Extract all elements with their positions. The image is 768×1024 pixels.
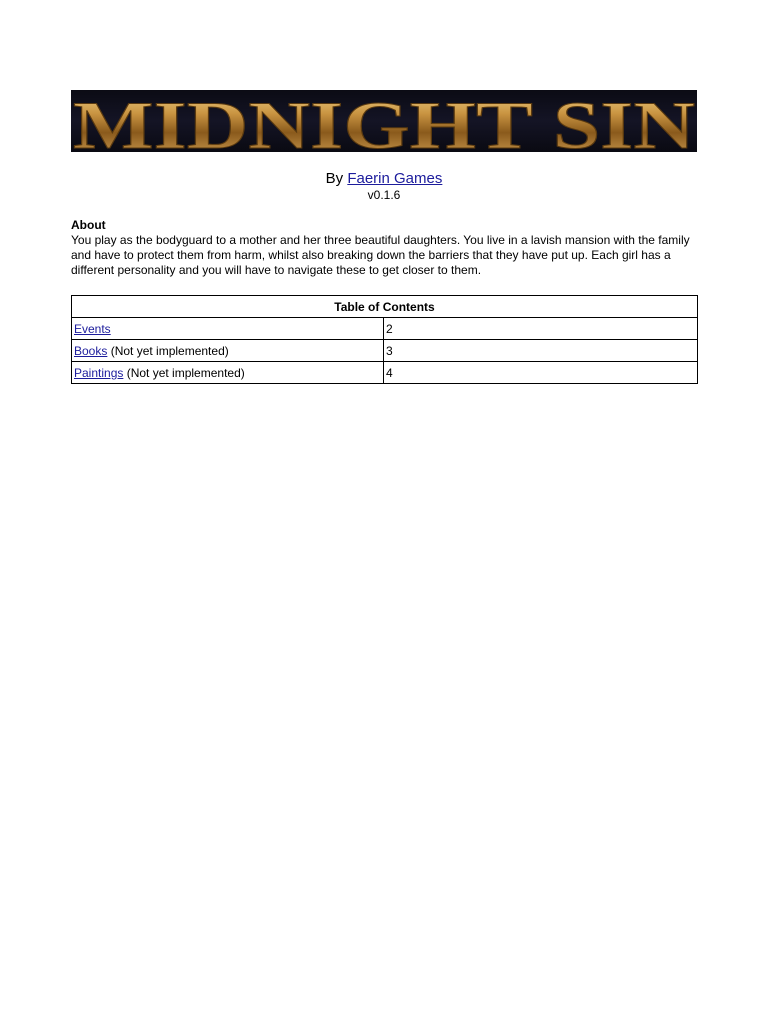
toc-entry-cell bbox=[72, 340, 384, 362]
byline-prefix: By bbox=[325, 170, 344, 187]
banner-title-text: MIDNIGHT SIN bbox=[73, 90, 695, 152]
table-of-contents bbox=[71, 295, 698, 384]
title-banner bbox=[71, 90, 697, 152]
toc-note: (Not yet implemented) bbox=[123, 365, 245, 380]
author-link[interactable]: Faerin Games bbox=[347, 170, 443, 187]
toc-entry-cell bbox=[72, 362, 384, 384]
toc-page-number: 2 bbox=[384, 318, 698, 340]
toc-link-books[interactable]: Books bbox=[74, 343, 108, 358]
toc-header-row bbox=[72, 296, 698, 318]
toc-page-number: 4 bbox=[384, 362, 698, 384]
about-heading: About bbox=[71, 218, 106, 232]
toc-link-events[interactable]: Events bbox=[74, 321, 111, 336]
toc-heading: Table of Contents bbox=[72, 296, 698, 318]
table-row bbox=[72, 318, 698, 340]
byline bbox=[0, 170, 768, 188]
version-label: v0.1.6 bbox=[367, 188, 401, 202]
title-banner-art bbox=[71, 90, 697, 152]
table-row bbox=[72, 340, 698, 362]
toc-page-number: 3 bbox=[384, 340, 698, 362]
toc-note: (Not yet implemented) bbox=[107, 343, 229, 358]
toc-link-paintings[interactable]: Paintings bbox=[74, 365, 124, 380]
toc-entry-cell bbox=[72, 318, 384, 340]
about-text: You play as the bodyguard to a mother and her three beautiful daughters. You live in a lavish mansion with the family and have to protect them from harm, whilst also breaking down the barriers that they have put up. Each girl has a different personality and you will have to navigate these to get closer to them. bbox=[71, 233, 690, 277]
table-row bbox=[72, 362, 698, 384]
